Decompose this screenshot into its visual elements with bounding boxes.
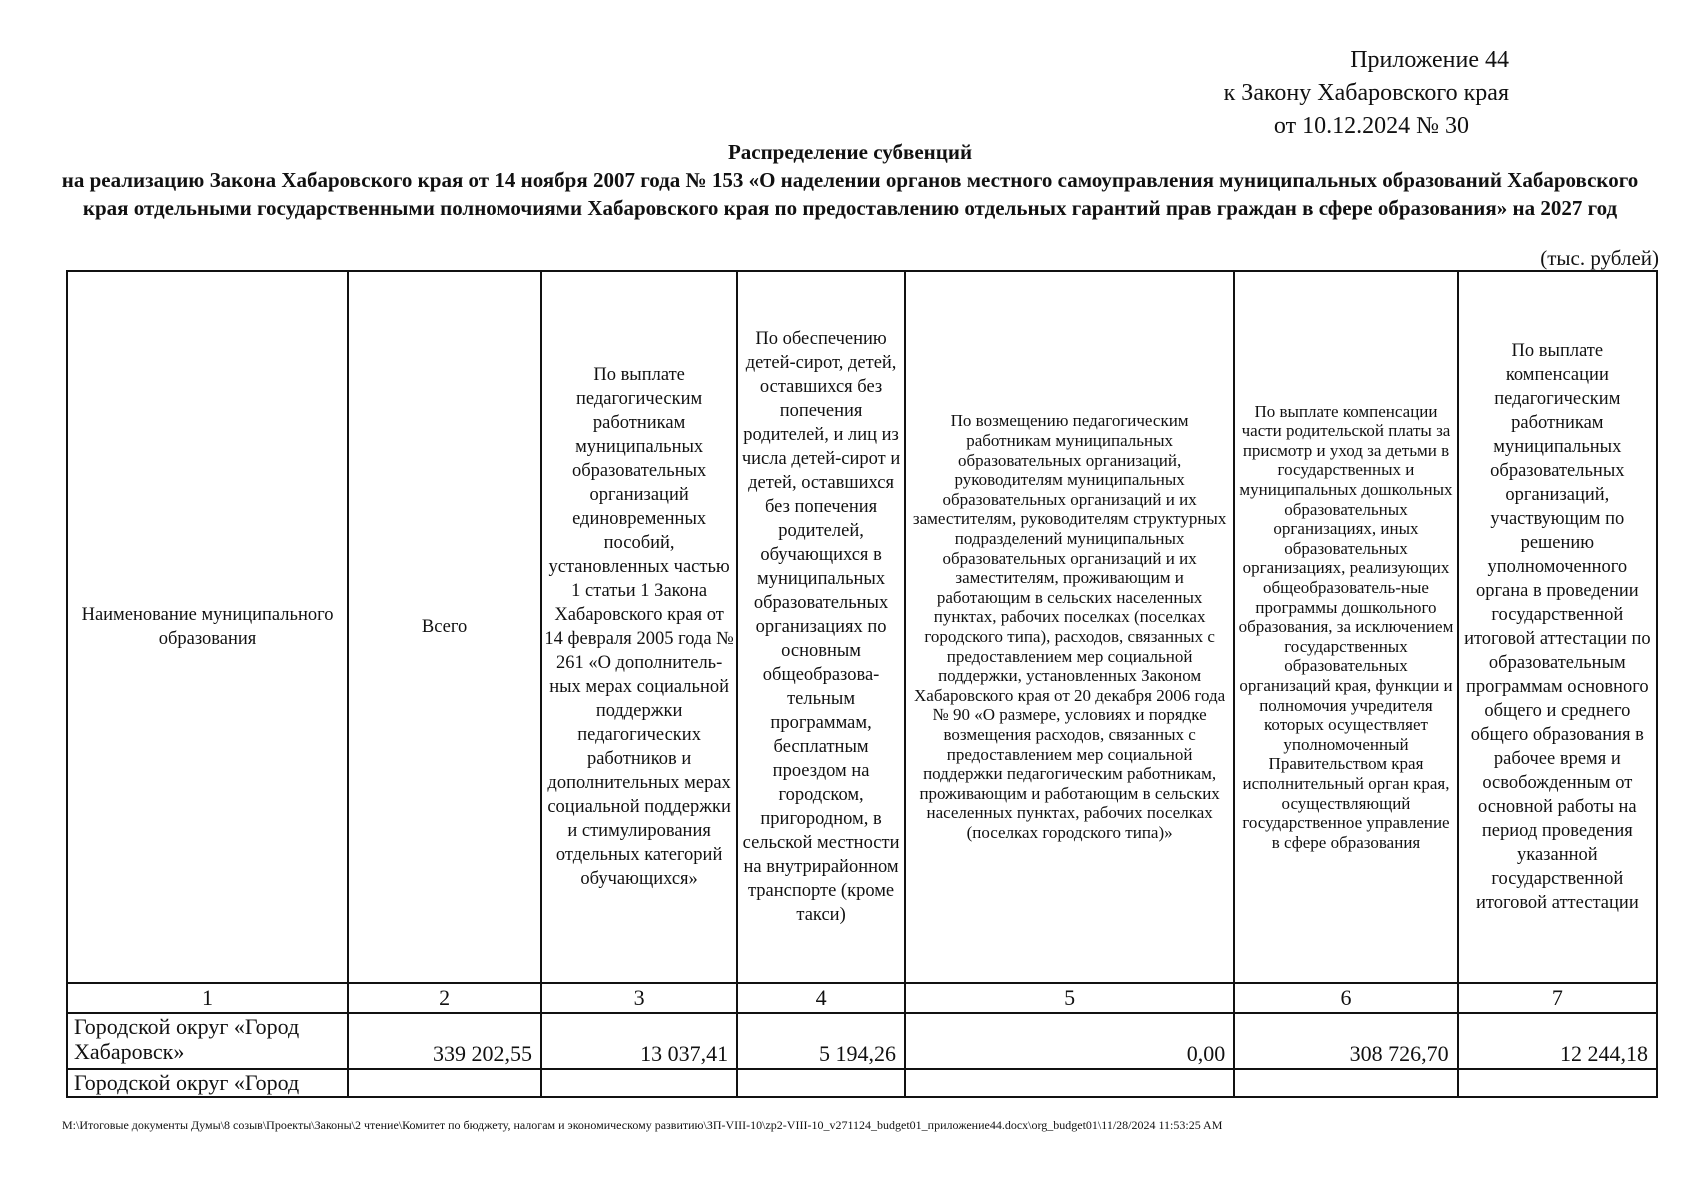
column-number: 4 (737, 983, 905, 1013)
title-subheading: на реализацию Закона Хабаровского края от 14 ноября 2007 года № 153 «О наделении органов местного самоуправления муниципальных образований Хабаровского края отдельными государственными полномочиями Хабаровского края по предоставлению отдельных гарантий прав граждан в сфере образования» на 2027 год (61, 168, 1639, 220)
value-col-4: 5 194,26 (737, 1013, 905, 1069)
municipality-name-line: Хабаровск» (74, 1039, 185, 1064)
value-total (348, 1069, 541, 1097)
document-title (60, 138, 1640, 222)
value-col-7: 12 244,18 (1458, 1013, 1657, 1069)
value-col-7 (1458, 1069, 1657, 1097)
header-col-7: По выплате компенсации педагогическим работникам муниципальных образовательных организаций, участвующим по решению уполномоченного органа в проведении государственной итоговой аттестации по образовательным программам основного общего и среднего общего образования в рабочее время и освобожденным от основной работы на период проведения указанной государственной итоговой аттестации (1458, 271, 1657, 983)
units-label: (тыс. рублей) (1540, 246, 1659, 270)
table-row (67, 1013, 1657, 1069)
value-col-5 (905, 1069, 1234, 1097)
value-col-3: 13 037,41 (541, 1013, 737, 1069)
column-number: 2 (348, 983, 541, 1013)
header-col-6: По выплате компенсации части родительской платы за присмотр и уход за детьми в государственных и муниципальных дошкольных образовательных организациях, иных образовательных организациях, реализующих общеобразователь-ные программы дошкольного образования, за исключением государственных образовательных организаций края, функции и полномочия учредителя которых осуществляет уполномоченный Правительством края исполнительный орган края, осуществляющий государственное управление в сфере образования (1234, 271, 1457, 983)
header-total: Всего (348, 271, 541, 983)
subvention-table (66, 270, 1658, 1098)
header-col-5: По возмещению педагогическим работникам муниципальных образовательных организаций, руководителям муниципальных образовательных организаций и их заместителям, руководителям структурных подразделений муниципальных образовательных организаций и их заместителям, проживающим и работающим в сельских населенных пунктах, рабочих поселках (поселках городского типа), расходов, связанных с предоставлением мер социальной поддержки, установленных Законом Хабаровского края от 20 декабря 2006 года № 90 «О размере, условиях и порядке возмещения расходов, связанных с предоставлением мер социальной поддержки педагогическим работникам, проживающим и работающим в сельских населенных пунктах, рабочих поселках (поселках городского типа)» (905, 271, 1234, 983)
municipality-name-line: Городской округ «Город (74, 1070, 300, 1095)
value-col-3 (541, 1069, 737, 1097)
table-header-row (67, 271, 1657, 983)
header-col-3: По выплате педагогическим работникам муниципальных образовательных организаций единовременных пособий, установленных частью 1 статьи 1 Закона Хабаровского края от 14 февраля 2005 года № 261 «О дополнитель-ных мерах социальной поддержки педагогических работников и дополнительных мерах социальной поддержки и стимулирования отдельных категорий обучающихся» (541, 271, 737, 983)
column-number: 6 (1234, 983, 1457, 1013)
appendix-law-date: от 10.12.2024 № 30 (1273, 113, 1469, 139)
column-number: 5 (905, 983, 1234, 1013)
value-col-6 (1234, 1069, 1457, 1097)
appendix-block (1224, 44, 1509, 143)
header-col-4: По обеспечению детей-сирот, детей, оставшихся без попечения родителей, и лиц из числа детей-сирот и детей, оставшихся без попечения родителей, обучающихся в муниципальных образовательных организациях по основным общеобразова-тельным программам, бесплатным проездом на городском, пригородном, в сельской местности на внутрирайонном транспорте (кроме такси) (737, 271, 905, 983)
title-heading: Распределение субвенций (727, 140, 973, 164)
municipality-name (67, 1069, 348, 1097)
value-col-6: 308 726,70 (1234, 1013, 1457, 1069)
file-path-footer: M:\Итоговые документы Думы\8 созыв\Проекты\Законы\2 чтение\Комитет по бюджету, налогам и экономическому развитию\ЗП-VIII-10\zp2-VIII-10_v271124_budget01_приложение44.docx\org_budget01\11/28/2024 11:53:25 AM (62, 1118, 1223, 1132)
municipality-name (67, 1013, 348, 1069)
value-col-4 (737, 1069, 905, 1097)
column-number: 7 (1458, 983, 1657, 1013)
appendix-number: Приложение 44 (1350, 47, 1509, 73)
table-row (67, 1069, 1657, 1097)
value-col-5: 0,00 (905, 1013, 1234, 1069)
value-total: 339 202,55 (348, 1013, 541, 1069)
column-number-row (67, 983, 1657, 1013)
appendix-law-reference: к Закону Хабаровского края (1223, 80, 1509, 106)
column-number: 3 (541, 983, 737, 1013)
header-municipality: Наименование муниципального образования (67, 271, 348, 983)
column-number: 1 (67, 983, 348, 1013)
municipality-name-line: Городской округ «Город (74, 1014, 300, 1039)
